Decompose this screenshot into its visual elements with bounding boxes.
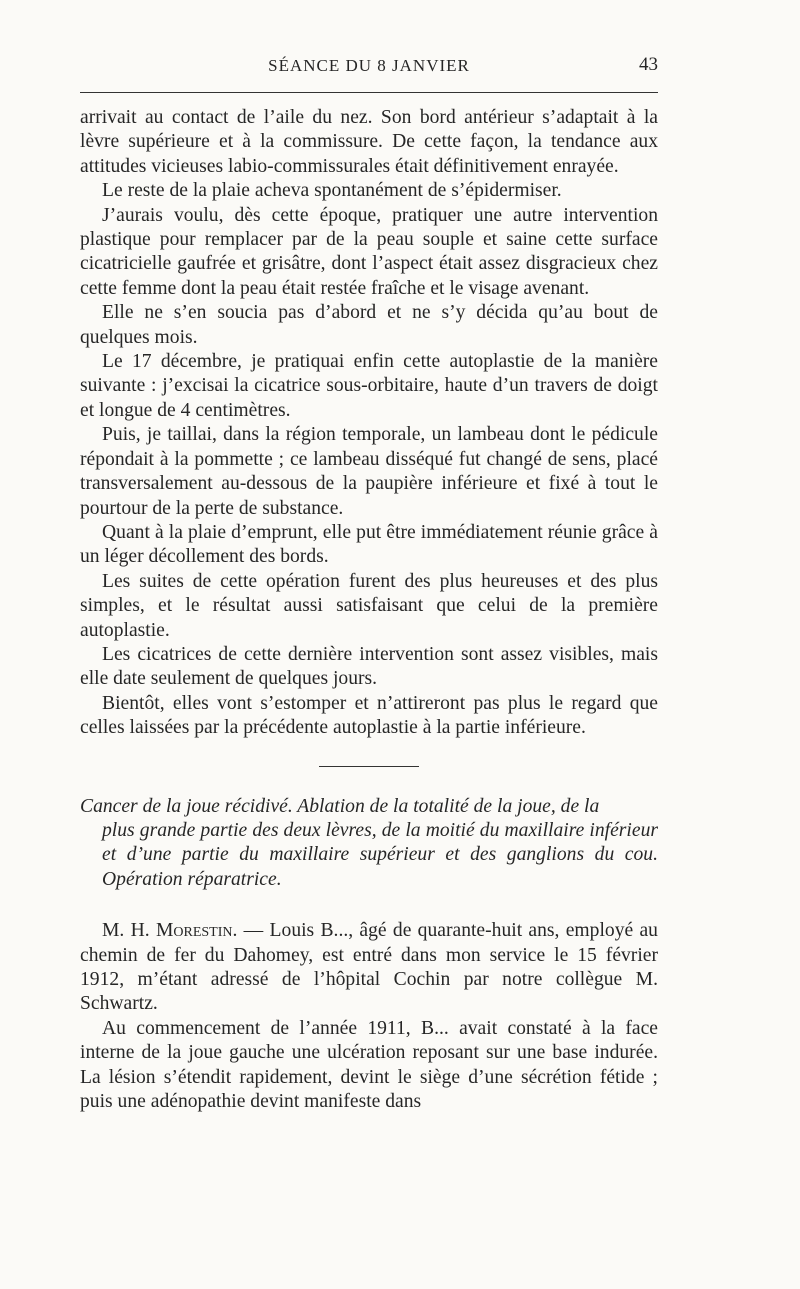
section-title-continuation: plus grande partie des deux lèvres, de la moitié du maxillaire inférieur et d’une partie du maxillaire supérieur et des ganglions du cou. Opération réparatrice. bbox=[102, 819, 658, 890]
running-head bbox=[80, 52, 658, 82]
paragraph: J’aurais voulu, dès cette époque, pratiquer une autre intervention plastique pour remplacer par de la peau souple et saine cette surface cicatricielle gaufrée et grisâtre, dont l’aspect était assez disgracieux chez cette femme dont la peau était restée fraîche et le visage avenant. bbox=[80, 204, 658, 299]
paragraph: Puis, je taillai, dans la région temporale, un lambeau dont le pédicule répondait à la pommette ; ce lambeau disséqué fut changé de sens, placé transversalement au-dessous de la paupière inférieure et fixé à tout le pourtour de la perte de substance. bbox=[80, 424, 658, 519]
section-title bbox=[80, 795, 658, 893]
paragraph: Le 17 décembre, je pratiquai enfin cette autoplastie de la manière suivante : j’excisai la cicatrice sous-orbitaire, haute d’un travers de doigt et longue de 4 centimètres. bbox=[80, 351, 658, 421]
page-body bbox=[80, 106, 658, 1114]
paragraph: Au commencement de l’année 1911, B... avait constaté à la face interne de la joue gauche une ulcération reposant sur une base indurée. La lésion s’étendit rapidement, devint le siège d’une sécrétion fétide ; puis une adénopathie devint manifeste dans bbox=[80, 1017, 658, 1113]
section-separator bbox=[319, 766, 419, 767]
page-number: 43 bbox=[639, 54, 658, 75]
paragraph-continuation: arrivait au contact de l’aile du nez. Son bord antérieur s’adaptait à la lèvre supérieure et à la commissure. De cette façon, la tendance aux attitudes vicieuses labio-commissurales était définitivement enrayée. bbox=[80, 107, 658, 177]
paragraph: Le reste de la plaie acheva spontanément de s’épidermiser. bbox=[102, 180, 562, 202]
paragraph-opening bbox=[80, 919, 658, 1017]
speaker-name: M. H. Morestin. bbox=[102, 920, 238, 942]
paragraph: Elle ne s’en soucia pas d’abord et ne s’y décida qu’au bout de quelques mois. bbox=[80, 302, 658, 348]
header-rule bbox=[80, 92, 658, 93]
paragraph: Bientôt, elles vont s’estomper et n’attireront pas plus le regard que celles laissées par la précédente autoplastie à la partie inférieure. bbox=[80, 692, 658, 739]
paragraph: Quant à la plaie d’emprunt, elle put être immédiatement réunie grâce à un léger décollement des bords. bbox=[80, 521, 658, 568]
paragraph: Les cicatrices de cette dernière intervention sont assez visibles, mais elle date seulement de quelques jours. bbox=[80, 643, 658, 690]
section-title-first-line: Cancer de la joue récidivé. Ablation de la totalité de la joue, de la bbox=[80, 795, 600, 817]
opening-text: — Louis B..., âgé de quarante-huit ans, employé au chemin de fer du Dahomey, est entré dans mon service le 15 février 1912, m’étant adressé de l’hôpital Cochin par notre collègue M. Schwartz. bbox=[80, 920, 658, 1015]
running-title: SÉANCE DU 8 JANVIER bbox=[268, 56, 470, 75]
paragraph: Les suites de cette opération furent des plus heureuses et des plus simples, et le résultat aussi satisfaisant que celui de la première autoplastie. bbox=[80, 570, 658, 641]
